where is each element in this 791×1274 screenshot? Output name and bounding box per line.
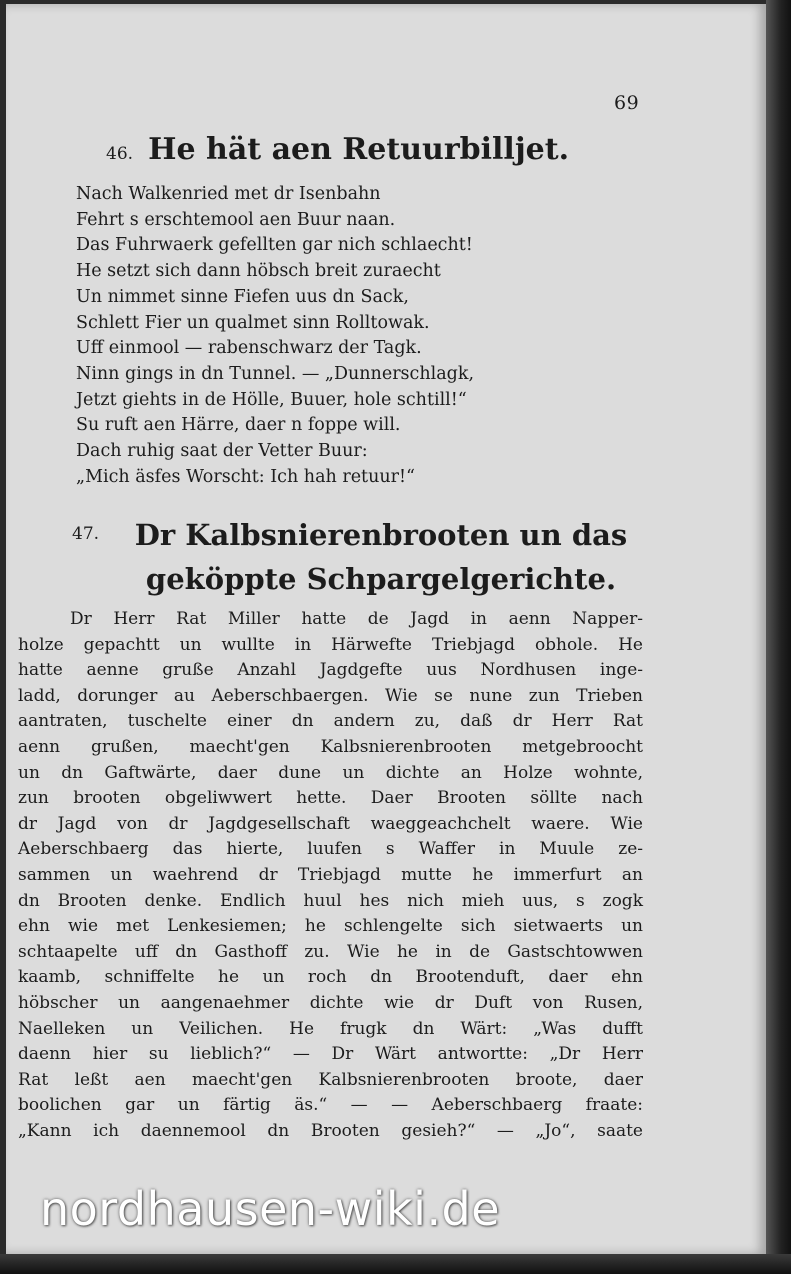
story-line: Naelleken un Veilichen. He frugk dn Wärt: „Was dufft: [18, 1018, 643, 1039]
story-number: 47.: [72, 524, 100, 544]
story-line: hatte aenne gruße Anzahl Jagdgefte uus Nordhusen inge-: [18, 660, 643, 681]
poem-line: Uff einmool — rabenschwarz der Tagk.: [76, 338, 422, 359]
poem-line: Dach ruhig saat der Vetter Buur:: [76, 441, 368, 462]
poem-title: He hät aen Retuurbilljet.: [148, 132, 570, 167]
story-line: dr Jagd von dr Jagdgesellschaft waeggeachchelt waere. Wie: [18, 813, 643, 834]
poem-line: Jetzt giehts in de Hölle, Buuer, hole schtill!“: [76, 389, 467, 410]
story-line: dn Brooten denke. Endlich huul hes nich mieh uus, s zogk: [18, 890, 643, 911]
story-line: Dr Herr Rat Miller hatte de Jagd in aenn Napper-: [70, 609, 643, 629]
poem-heading: [106, 132, 569, 167]
book-page: [6, 4, 766, 1254]
story-body: [18, 607, 643, 1144]
story-line: aantraten, tuschelte einer dn andern zu, daß dr Herr Rat: [18, 711, 643, 732]
story-line: „Kann ich daennemool dn Brooten gesieh?“ — „Jo“, saate: [18, 1120, 643, 1141]
story-line: holze gepachtt un wullte in Härwefte Triebjagd obhole. He: [18, 634, 643, 655]
story-title-line-2: geköppte Schpargelgerichte.: [145, 562, 617, 596]
story-line: ehn wie met Lenkesiemen; he schlengelte sich sietwaerts un: [18, 916, 643, 937]
poem-line: Das Fuhrwaerk gefellten gar nich schlaecht!: [76, 235, 473, 256]
story-line: sammen un waehrend dr Triebjagd mutte he immerfurt an: [18, 864, 643, 885]
poem-number: 46.: [106, 144, 134, 164]
story-line: ladd, dorunger au Aeberschbaergen. Wie se nune zun Trieben: [18, 685, 643, 706]
watermark: nordhausen-wiki.de: [40, 1182, 501, 1236]
poem-line: Nach Walkenried met dr Isenbahn: [76, 184, 381, 204]
story-line: un dn Gaftwärte, daer dune un dichte an Holze wohnte,: [18, 762, 643, 783]
poem-line: Su ruft aen Härre, daer n foppe will.: [76, 415, 401, 436]
story-title-line-1: Dr Kalbsnierenbrooten un das: [134, 518, 628, 552]
story-line: Rat leßt aen maecht'gen Kalbsnierenbrooten broote, daer: [18, 1069, 643, 1090]
story-line: kaamb, schniffelte he un roch dn Brootenduft, daer ehn: [18, 967, 643, 988]
story-line: boolichen gar un färtig äs.“ — — Aeberschbaerg fraate:: [18, 1095, 643, 1116]
story-line: aenn grußen, maecht'gen Kalbsnierenbrooten metgebroocht: [18, 736, 643, 757]
story-line: zun brooten obgeliwwert hette. Daer Brooten söllte nach: [18, 788, 643, 809]
poem-line: Schlett Fier un qualmet sinn Rolltowak.: [76, 312, 430, 333]
story-line: höbscher un aangenaehmer dichte wie dr Duft von Rusen,: [18, 992, 643, 1013]
story-line: daenn hier su lieblich?“ — Dr Wärt antwortte: „Dr Herr: [18, 1044, 643, 1065]
poem-line: He setzt sich dann höbsch breit zuraecht: [76, 261, 441, 282]
poem-line: „Mich äsfes Worscht: Ich hah retuur!“: [76, 466, 415, 487]
page-bottom-edge: [0, 1254, 791, 1274]
poem-line: Ninn gings in dn Tunnel. — „Dunnerschlagk,: [76, 363, 475, 384]
poem-body: [76, 182, 474, 490]
poem-line: Un nimmet sinne Fiefen uus dn Sack,: [76, 286, 409, 307]
poem-line: Fehrt s erschtemool aen Buur naan.: [76, 209, 396, 230]
book-spine-shadow: [766, 0, 791, 1274]
page-number: 69: [614, 92, 640, 114]
story-line: Aeberschbaerg das hierte, luufen s Waffer in Muule ze-: [18, 839, 643, 860]
story-line: schtaapelte uff dn Gasthoff zu. Wie he in de Gastschtowwen: [18, 941, 643, 962]
